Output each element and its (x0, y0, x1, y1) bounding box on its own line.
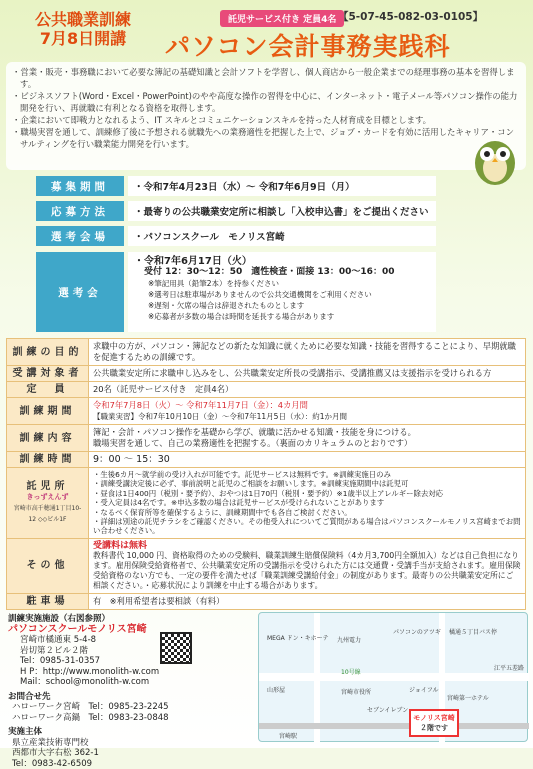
table-row (7, 593, 526, 609)
selection-date: ・令和7年6月17日（火） (134, 256, 430, 267)
monolith-name: モノリス宮崎 (411, 713, 457, 723)
childcare-name: きっずえんず (11, 492, 84, 503)
schedule-row (36, 226, 436, 246)
row-value: 20名（託児サービス付き 定員4名） (89, 382, 526, 398)
content-main: 簿記・会計・パソコン操作を基礎から学び、就職に活かせる知識・技能を身につける。 (93, 427, 521, 438)
map-mega: MEGA ドン・キホーテ (267, 633, 329, 642)
qr-code-icon (160, 632, 192, 664)
row-label: 駐車場 (7, 593, 89, 609)
intro-box (6, 62, 526, 170)
row-label: 定 員 (7, 382, 89, 398)
row-value (89, 425, 526, 452)
course-title: パソコン会計事務実践科 (165, 27, 451, 63)
selection-note: ※応募者が多数の場合は時間を延長する場合があります (134, 311, 430, 322)
content-sub: 職場実習を通して、自己の業務適性を把握する。（裏面のカリキュラムのとおりです） (93, 438, 521, 449)
row-value (89, 538, 526, 593)
contact-info (8, 612, 258, 769)
map-edo: 江平五差路 (494, 663, 524, 672)
info-table (6, 338, 526, 610)
owl-mascot-icon (470, 128, 520, 188)
course-code: 【5-07-45-082-03-0105】 (338, 9, 483, 24)
map-station: 宮崎駅 (279, 731, 297, 740)
school-addr1: 宮崎市橘通東 5-4-8 (8, 635, 258, 646)
table-row (7, 339, 526, 366)
childcare-item: ・受入定員は4名です。※申込多数の場合は託児サービスが受けられないことがあります (93, 498, 521, 507)
inquiry-line: ハローワーク高鍋 Tel：0983-23-0848 (8, 713, 258, 724)
fee-heading: 受講料は無料 (93, 541, 521, 551)
inquiry-line: ハローワーク宮崎 Tel：0985-23-2245 (8, 702, 258, 713)
sponsor-addr: 西都市大字右松 362-1 (8, 748, 258, 759)
table-row (7, 468, 526, 539)
intro-line: ・ビジネスソフト(Word・Excel・PowerPoint)のやや高度な操作の習得を中心に、インターネット・電子メール等パソコン操作の能力開発を行い、再就職に有利となる資格を取得します。 (12, 90, 520, 114)
school-mail[interactable]: Mail：school@monolith-w.com (8, 677, 258, 688)
school-hp[interactable]: H P：http://www.monolith-w.com (8, 667, 258, 678)
schedule-label: 応募方法 (36, 201, 124, 221)
school-name: パソコンスクールモノリス宮崎 (8, 625, 258, 636)
table-row (7, 382, 526, 398)
row-label: 訓練時間 (7, 452, 89, 468)
row-value: 9：00 ～ 15：30 (89, 452, 526, 468)
map-pc: パソコンのアツギ (393, 627, 441, 636)
monolith-marker (409, 709, 459, 737)
inquiry-heading: お問合せ先 (8, 692, 258, 703)
table-row (7, 538, 526, 593)
table-row (7, 452, 526, 468)
schedule-label: 募集期間 (36, 176, 124, 196)
intro-line: ・職場実習を通して、訓練修了後に予想される就職先への業務適性を把握した上で、ジョブ・カードを有効に活用したキャリア・コンサルティングを行い職業能力開発を行います。 (12, 126, 520, 150)
period-main: 令和7年7月8日（火）～ 令和7年11月7日（金）：4カ月間 (93, 400, 521, 411)
childcare-item: ・詳細は別途の託児チラシをご確認ください。その他受入れについてご質問がある場合はパソコンスクールモノリス宮崎までお問い合わせください。 (93, 517, 521, 536)
map-route10: 10号線 (341, 667, 361, 676)
start-date-label: 7月8日開講 (8, 29, 158, 48)
row-value: 公共職業安定所に求職申し込みをし、公共職業安定所長の受講指示、受講推薦又は支援指示を受けられる方 (89, 366, 526, 382)
monolith-floor: ２階です (411, 723, 457, 733)
intro-line: ・営業・販売・事務職において必要な簿記の基礎知識と会計ソフトを学習し、個人商店から一般企業までの経理事務の基本を習得します。 (12, 66, 520, 90)
map-joyful: ジョイフル (409, 685, 438, 694)
row-label (7, 468, 89, 539)
school-heading: 訓練実施施設（右図参照） (8, 614, 258, 625)
childcare-item: ・訓練受講決定後に必ず、事前説明と託児のご相談をお願いします。※訓練実施期間中は託児可 (93, 479, 521, 488)
school-tel: Tel：0985-31-0357 (8, 656, 258, 667)
map-kyushu: 九州電力 (337, 635, 361, 644)
map-seven: セブンイレブン (367, 705, 408, 714)
access-map (258, 612, 528, 742)
row-value (89, 468, 526, 539)
map-city: 宮崎市役所 (341, 687, 371, 696)
childcare-item: ・昼食は1日400円（税別・要予約）、おやつは1日70円（税別・要予約）※1歳半以上アレルギー除去対応 (93, 489, 521, 498)
schedule-label: 選考会場 (36, 226, 124, 246)
course-start-badge (8, 10, 158, 48)
selection-note: ※遅刻・欠席の場合は辞退されたものとします (134, 300, 430, 311)
childcare-addr: 宮崎市高千穂通1丁目10-12 ◇◇ビル1F (11, 503, 84, 525)
row-value: 有 ※利用希望者は要相談（有料） (89, 593, 526, 609)
childcare-item: ・なるべく保育所等を確保するように、訓練期間中でも各自ご検討ください。 (93, 508, 521, 517)
row-label: 訓練内容 (7, 425, 89, 452)
table-row (7, 366, 526, 382)
selection-row (36, 252, 436, 332)
selection-note: ※選考日は駐車場がありませんので公共交通機関をご利用ください (134, 289, 430, 300)
intro-line: ・企業において即戦力となれるよう、IT スキルとコミュニケーションスキルを持った人材育成を目標とします。 (12, 114, 520, 126)
childcare-label: 託児所 (11, 481, 84, 492)
row-label: 訓練の目的 (7, 339, 89, 366)
schedule-row (36, 176, 436, 196)
selection-note: ※筆記用具（鉛筆2本）を持参ください (134, 278, 430, 289)
sponsor-heading: 実施主体 (8, 727, 258, 738)
school-addr2: 岩切第２ビル２階 (8, 646, 258, 657)
schedule-value: ・最寄りの公共職業安定所に相談し「入校申込書」をご提出ください (128, 201, 436, 221)
sponsor-name: 県立産業技術専門校 (8, 738, 258, 749)
schedule-value: ・令和7年4月23日（水）～ 令和7年6月9日（月） (128, 176, 436, 196)
table-row (7, 425, 526, 452)
row-value (89, 398, 526, 425)
sponsor-tel: Tel：0983-42-6509 (8, 759, 258, 769)
schedule-row (36, 201, 436, 221)
selection-details (128, 252, 436, 332)
row-label: その他 (7, 538, 89, 593)
public-training-label: 公共職業訓練 (8, 10, 158, 29)
schedule-value: ・パソコンスクール モノリス宮崎 (128, 226, 436, 246)
childcare-tag: 託児サービス付き 定員4名 (220, 10, 344, 27)
childcare-item: ・生後6カ月～就学前の受け入れが可能です。託児サービスは無料です。※訓練実施日のみ (93, 470, 521, 479)
map-tachibana: 橘通５丁目バス停 (449, 627, 497, 636)
selection-time: 受付 12：30～12：50 適性検査・面接 13：00～16：00 (134, 267, 430, 278)
period-sub: 【職業実習】令和7年10月10日（金）～令和7年11月5日（水）：約1か月間 (93, 411, 521, 422)
row-value: 求職中の方が、パソコン・簿記などの新たな知識に就くために必要な知識・技能を習得することにより、早期就職を促進するための訓練です。 (89, 339, 526, 366)
map-yamakata: 山形屋 (267, 685, 285, 694)
map-hotel: 宮崎第一ホテル (447, 693, 489, 702)
selection-label: 選考会 (36, 252, 124, 332)
row-label: 受講対象者 (7, 366, 89, 382)
other-text: 教科書代 10,000 円、資格取得のための受験料、職業訓練生賠償保険料（4カ月3,700円全額加入）などは自己負担になります。雇用保険受給資格者で、公共職業安定所の受講指示を受けられた方には交通費・受講手当が支給されます。雇用保険受給資格のない方でも、一定の要件を満たせば「職業訓練受講給付金」の制度があります。最寄りの公共職業安定所にご相談ください。・応募状況により訓練を中止する場合があります。 (93, 551, 521, 591)
row-label: 訓練期間 (7, 398, 89, 425)
table-row (7, 398, 526, 425)
